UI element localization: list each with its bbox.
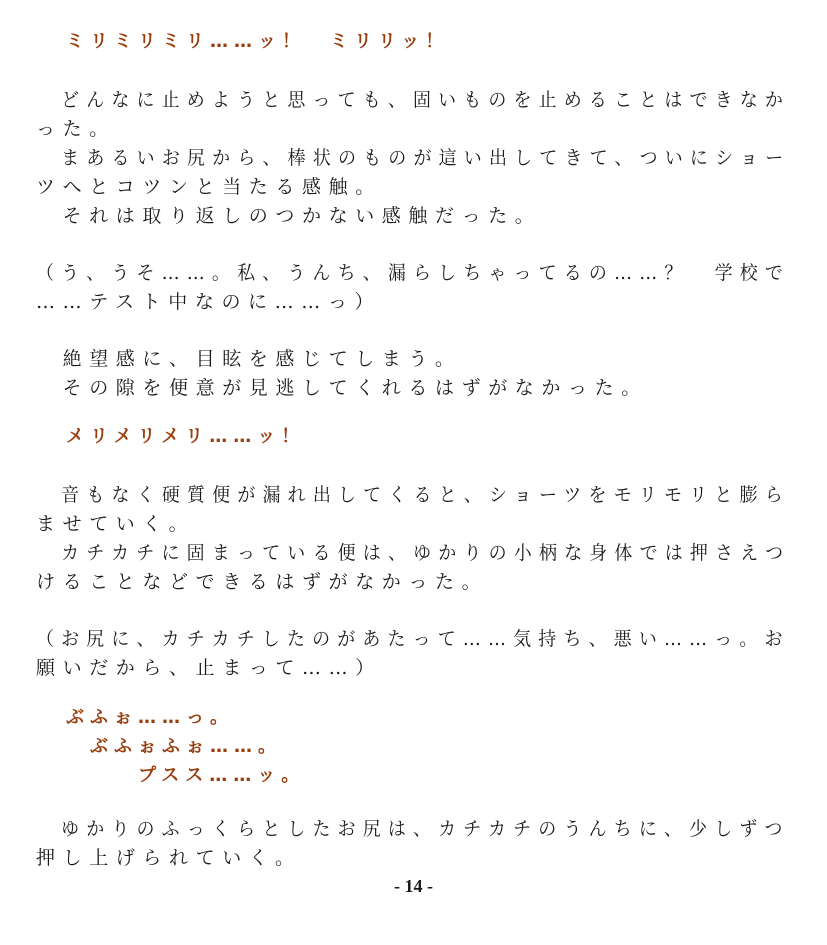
sound-effect: ぶふぉふぉ……。 (90, 736, 282, 757)
body-line: った。 (36, 118, 116, 140)
dialogue-line: ……テスト中なのに……っ） (36, 291, 382, 313)
sound-effect: ぶふぉ……っ。 (66, 707, 234, 728)
body-line: その隙を便意が見逃してくれるはずがなかった。 (36, 377, 648, 399)
body-line: 絶望感に、目眩を感じてしまう。 (36, 348, 462, 370)
body-line: 音もなく硬質便が漏れ出してくると、ショーツをモリモリと膨ら (36, 484, 790, 506)
body-line: 押し上げられていく。 (36, 847, 302, 869)
sound-effect: ミリミリミリ……ッ！ ミリリッ！ (66, 31, 450, 52)
body-line: ませていく。 (36, 513, 196, 535)
body-line: けることなどできるはずがなかった。 (36, 571, 489, 593)
body-line: それは取り返しのつかない感触だった。 (36, 205, 542, 227)
dialogue-line: （お尻に、カチカチしたのがあたって……気持ち、悪い……っ。お (36, 628, 790, 650)
dialogue-line: （う、うそ……。私、うんち、漏らしちゃってるの……？ 学校で (36, 262, 791, 284)
body-line: まあるいお尻から、棒状のものが這い出してきて、ついにショー (36, 147, 791, 169)
dialogue-line: 願いだから、止まって……） (36, 657, 382, 679)
body-line: ゆかりのふっくらとしたお尻は、カチカチのうんちに、少しずつ (36, 818, 790, 840)
body-line: どんなに止めようと思っても、固いものを止めることはできなか (36, 89, 791, 111)
sound-effect: メリメリメリ……ッ！ (66, 426, 306, 447)
body-line: ツへとコツンと当たる感触。 (36, 176, 382, 198)
page-number: - 14 - (394, 876, 433, 896)
sound-effect: プスス……ッ。 (138, 765, 306, 786)
body-line: カチカチに固まっている便は、ゆかりの小柄な身体では押さえつ (36, 542, 791, 564)
